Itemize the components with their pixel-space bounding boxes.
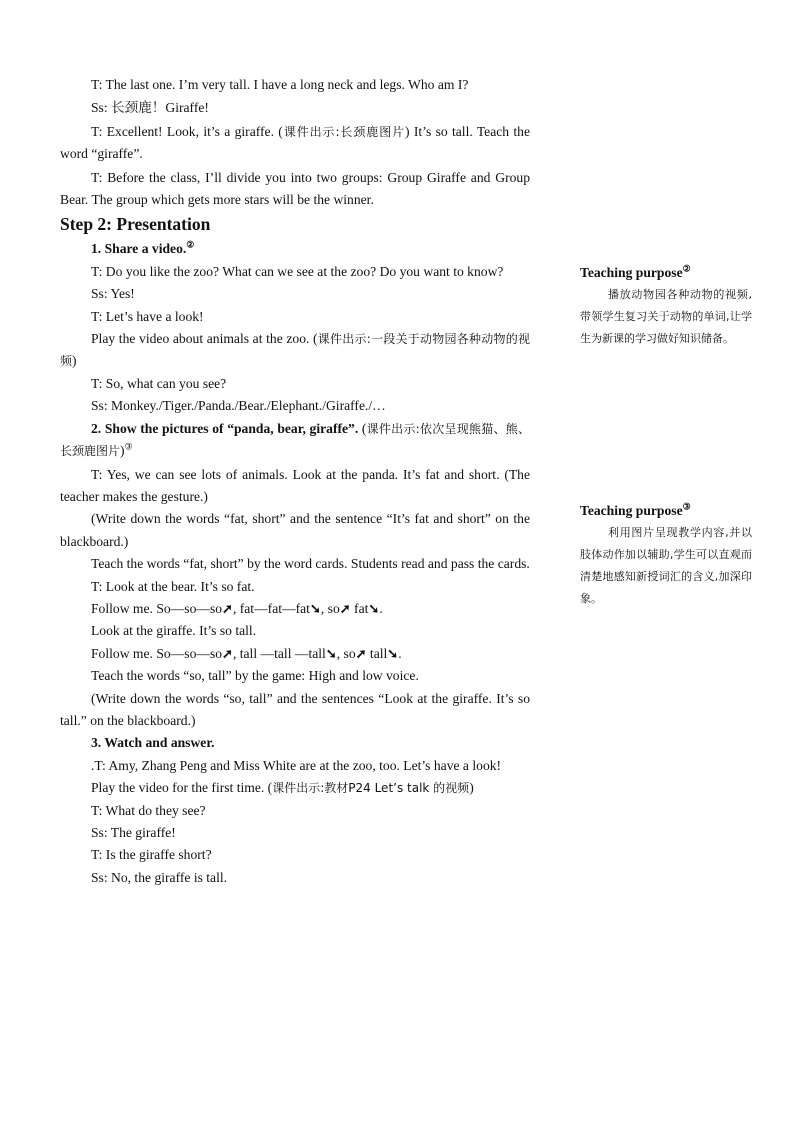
- paragraph: T: So, what can you see?: [91, 375, 227, 391]
- text: , tall —tall —tall: [232, 645, 326, 661]
- note-title-text: Teaching purpose: [580, 265, 683, 280]
- paragraph: .T: Amy, Zhang Peng and Miss White are at the zoo, too. Let’s have a look!: [91, 757, 502, 773]
- paragraph: T: Is the giraffe short?: [91, 847, 212, 863]
- subheading-text: 1. Share a video.: [91, 241, 187, 257]
- arrow-up-icon: ➚: [222, 600, 233, 616]
- text: , so: [336, 645, 356, 661]
- text: Follow me. So—so—so: [91, 645, 223, 661]
- paragraph: Ss: No, the giraffe is tall.: [91, 869, 228, 885]
- paragraph-intonation-tall: [60, 643, 530, 665]
- subheading-show-pictures: [60, 418, 530, 463]
- paragraph: T: The last one. I’m very tall. I have a long neck and legs. Who am I?: [91, 77, 469, 92]
- arrow-down-icon: ➘: [309, 600, 321, 616]
- text: Follow me. So—so—so: [91, 600, 223, 616]
- courseware-note: 课件出示:依次呈现熊猫、熊、长颈鹿图片: [60, 421, 530, 459]
- note-body: 播放动物园各种动物的视频,带领学生复习关于动物的单词,让学生为新课的学习做好知识储备。: [580, 288, 752, 345]
- note-title: [580, 262, 752, 284]
- paragraph: [60, 121, 530, 166]
- paragraph: T: Do you like the zoo? What can we see at the zoo? Do you want to know?: [91, 263, 504, 279]
- footnote-marker: ③: [682, 501, 691, 512]
- paragraph: T: What do they see?: [91, 802, 206, 818]
- paragraph: [60, 328, 530, 373]
- paragraph: (Write down the words “fat, short” and the sentence “It’s fat and short” on the blackboard.): [60, 511, 530, 549]
- text: , so: [320, 600, 340, 616]
- paragraph: Teach the words “fat, short” by the word cards. Students read and pass the cards.: [91, 556, 530, 572]
- arrow-up-icon: ➚: [339, 600, 351, 616]
- arrow-down-icon: ➘: [387, 645, 399, 661]
- text: Play the video about animals at the zoo. (: [91, 331, 318, 347]
- text: .: [398, 645, 402, 661]
- text: , fat—fat—fat: [232, 600, 310, 616]
- arrow-up-icon: ➚: [355, 645, 367, 661]
- subheading-text: 2. Show the pictures of “panda, bear, giraffe”.: [91, 420, 359, 436]
- text: ) It’s so tall. Teach the word “giraffe”.: [60, 123, 531, 162]
- paragraph: (Write down the words “so, tall” and the sentences “Look at the giraffe. It’s so tall.” on the blackboard.): [60, 690, 530, 728]
- paragraph: Ss: Yes!: [91, 286, 135, 302]
- text: ): [120, 443, 125, 459]
- subheading-watch-answer: 3. Watch and answer.: [91, 735, 215, 751]
- note-title: [580, 500, 752, 522]
- paragraph: T: Let’s have a look!: [91, 308, 204, 324]
- text: (: [358, 420, 367, 436]
- paragraph: T: Before the class, I’ll divide you into two groups: Group Giraffe and Group Bear. The group which gets more stars will be the winner.: [60, 169, 530, 208]
- paragraph: Look at the giraffe. It’s so tall.: [91, 623, 257, 639]
- courseware-note: 课件出示:一段关于动物园各种动物的视频: [60, 332, 530, 369]
- subheading-share-video: [60, 238, 530, 260]
- teaching-purpose-note-3: [580, 500, 752, 610]
- courseware-note: 课件出示:长颈鹿图片: [282, 124, 406, 139]
- courseware-note: 课件出示:教材P24 Let’s talk 的视频: [272, 781, 470, 796]
- step-heading: Step 2: Presentation: [60, 214, 211, 235]
- text: fat: [350, 600, 369, 616]
- paragraph-intonation-fat: [60, 598, 530, 620]
- note-body: 利用图片呈现教学内容,并以肢体动作加以辅助,学生可以直观而清楚地感知新授词汇的含义,加深印象。: [580, 526, 752, 605]
- paragraph: Ss: 长颈鹿！Giraffe!: [91, 100, 209, 116]
- paragraph: T: Yes, we can see lots of animals. Look at the panda. It’s fat and short. (The teacher makes the gesture.): [60, 466, 530, 504]
- paragraph: T: Look at the bear. It’s so fat.: [91, 578, 255, 594]
- text: .: [379, 600, 383, 616]
- lesson-plan-main: [60, 74, 530, 889]
- text: Play the video for the first time. (: [91, 780, 273, 796]
- paragraph: Ss: The giraffe!: [91, 825, 176, 840]
- footnote-marker: ②: [186, 239, 195, 250]
- text: ): [72, 353, 77, 369]
- footnote-marker: ②: [682, 263, 691, 274]
- arrow-down-icon: ➘: [368, 600, 380, 616]
- arrow-up-icon: ➚: [222, 645, 233, 661]
- text: tall: [366, 645, 388, 661]
- footnote-marker: ③: [124, 441, 133, 452]
- text: T: Excellent! Look, it’s a giraffe. (: [91, 123, 283, 139]
- paragraph: [60, 777, 530, 799]
- teaching-purpose-note-2: [580, 262, 752, 350]
- text: ): [469, 780, 474, 796]
- arrow-down-icon: ➘: [325, 645, 337, 661]
- paragraph: Teach the words “so, tall” by the game: High and low voice.: [91, 668, 419, 684]
- note-title-text: Teaching purpose: [580, 503, 683, 518]
- paragraph: Ss: Monkey./Tiger./Panda./Bear./Elephant./Giraffe./…: [91, 398, 386, 414]
